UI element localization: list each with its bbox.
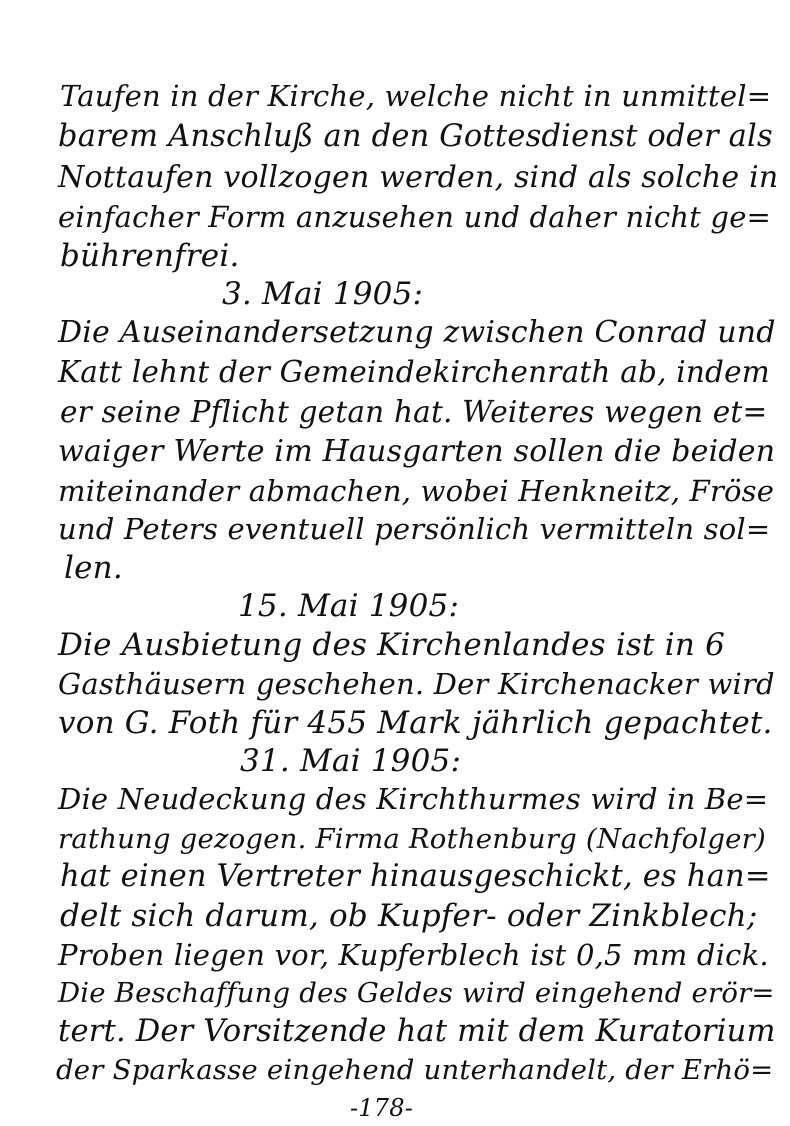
text-line: er seine Pflicht getan hat. Weiteres wegen et= — [60, 395, 768, 429]
text-line: der Sparkasse eingehend unterhandelt, der Erhö= — [56, 1054, 774, 1086]
date-heading: 15. Mai 1905: — [238, 588, 460, 624]
text-line: Die Neudeckung des Kirchthurmes wird in Be= — [58, 782, 769, 816]
text-line: und Peters eventuell persönlich vermitteln sol= — [58, 512, 771, 546]
text-line: miteinander abmachen, wobei Henkneitz, Fröse — [58, 474, 775, 508]
text-line: Die Auseinandersetzung zwischen Conrad und — [58, 315, 776, 350]
text-line: einfacher Form anzusehen und daher nicht ge= — [58, 200, 772, 234]
text-line: Gasthäusern geschehen. Der Kirchenacker wird — [58, 667, 775, 701]
text-line: von G. Foth für 455 Mark jährlich gepachtet. — [58, 705, 773, 741]
text-line: barem Anschluß an den Gottesdienst oder als — [58, 119, 773, 154]
text-line: waiger Werte im Hausgarten sollen die beiden — [58, 434, 776, 469]
text-line: Nottaufen vollzogen werden, sind als solche in — [58, 160, 779, 195]
text-line: bührenfrei. — [60, 238, 240, 274]
text-line: len. — [64, 550, 123, 586]
text-line: Katt lehnt der Gemeindekirchenrath ab, indem — [58, 355, 770, 389]
text-line: tert. Der Vorsitzende hat mit dem Kuratorium — [58, 1014, 776, 1049]
text-line: Taufen in der Kirche, welche nicht in unmittel= — [60, 79, 772, 113]
text-line: Die Beschaffung des Geldes wird eingehend erör= — [58, 977, 775, 1009]
page-number: -178- — [350, 1094, 414, 1122]
text-line: hat einen Vertreter hinausgeschickt, es han= — [60, 859, 771, 894]
text-line: Proben liegen vor, Kupferblech ist 0,5 mm dick. — [58, 938, 769, 972]
date-heading: 31. Mai 1905: — [240, 743, 462, 779]
text-line: Die Ausbietung des Kirchenlandes ist in 6 — [58, 627, 726, 663]
text-line: delt sich darum, ob Kupfer- oder Zinkblech; — [60, 898, 758, 934]
text-line: rathung gezogen. Firma Rothenburg (Nachfolger) — [58, 823, 766, 855]
date-heading: 3. Mai 1905: — [222, 276, 424, 312]
